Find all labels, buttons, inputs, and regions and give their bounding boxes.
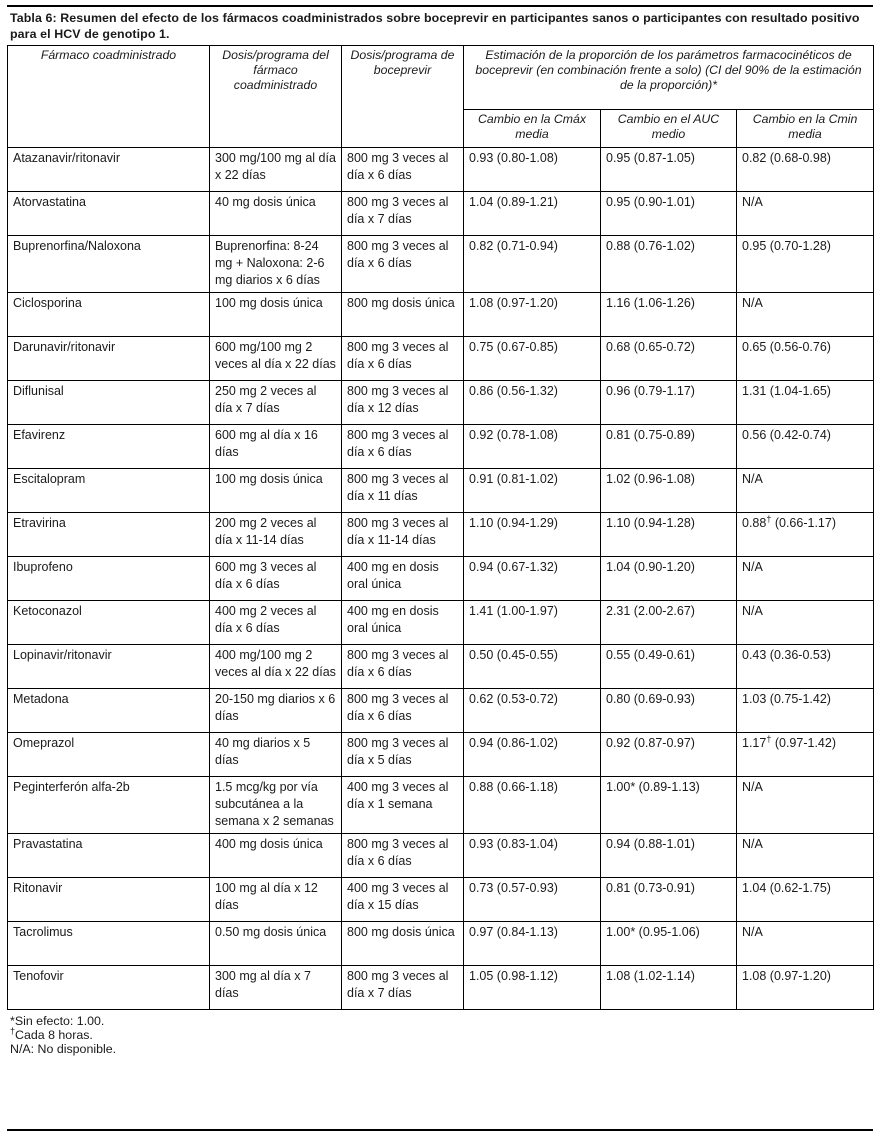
cmin-value: 0.88 xyxy=(742,516,767,530)
cell-boceprevir-dose: 800 mg dosis única xyxy=(342,293,464,337)
header-boceprevir-dose: Dosis/programa de boceprevir xyxy=(342,46,464,148)
cell-cmin: N/A xyxy=(737,469,874,513)
footnotes xyxy=(7,1010,873,1056)
cell-drug: Ritonavir xyxy=(8,878,210,922)
table-row xyxy=(8,966,874,1010)
cell-drug: Pravastatina xyxy=(8,834,210,878)
cell-cmin: 0.65 (0.56-0.76) xyxy=(737,337,874,381)
cell-cmin: N/A xyxy=(737,922,874,966)
cell-cmax: 1.04 (0.89-1.21) xyxy=(464,192,601,236)
cell-drug-dose: 200 mg 2 veces al día x 11-14 días xyxy=(210,513,342,557)
cell-cmin: N/A xyxy=(737,834,874,878)
interaction-table xyxy=(7,45,874,1010)
table-row xyxy=(8,922,874,966)
cell-boceprevir-dose: 400 mg 3 veces al día x 1 semana xyxy=(342,777,464,834)
table-row xyxy=(8,834,874,878)
cmin-value: 1.17 xyxy=(742,736,767,750)
cell-boceprevir-dose: 400 mg en dosis oral única xyxy=(342,557,464,601)
cell-drug-dose: 400 mg/100 mg 2 veces al día x 22 días xyxy=(210,645,342,689)
cell-cmin: 1.31 (1.04-1.65) xyxy=(737,381,874,425)
cell-boceprevir-dose: 800 mg 3 veces al día x 6 días xyxy=(342,236,464,293)
footnote-no-effect: *Sin efecto: 1.00. xyxy=(10,1014,105,1028)
cell-cmax: 0.82 (0.71-0.94) xyxy=(464,236,601,293)
cell-cmin: 0.56 (0.42-0.74) xyxy=(737,425,874,469)
cell-drug-dose: Buprenorfina: 8-24 mg + Naloxona: 2-6 mg diarios x 6 días xyxy=(210,236,342,293)
cell-auc: 1.16 (1.06-1.26) xyxy=(601,293,737,337)
cell-boceprevir-dose: 800 mg 3 veces al día x 6 días xyxy=(342,337,464,381)
table-row xyxy=(8,236,874,293)
header-estimate: Estimación de la proporción de los parámetros farmacocinéticos de boceprevir (en combinación frente a solo) (CI del 90% de la estimación de la proporción)* xyxy=(464,46,874,110)
cell-auc: 2.31 (2.00-2.67) xyxy=(601,601,737,645)
cell-cmax: 0.62 (0.53-0.72) xyxy=(464,689,601,733)
cell-drug: Diflunisal xyxy=(8,381,210,425)
cell-drug-dose: 300 mg al día x 7 días xyxy=(210,966,342,1010)
table-row xyxy=(8,733,874,777)
table-row xyxy=(8,878,874,922)
cell-drug-dose: 600 mg/100 mg 2 veces al día x 22 días xyxy=(210,337,342,381)
cell-drug-dose: 100 mg dosis única xyxy=(210,293,342,337)
cell-drug: Ibuprofeno xyxy=(8,557,210,601)
table-caption: Tabla 6: Resumen del efecto de los fármacos coadministrados sobre boceprevir en participantes sanos o participantes con resultado positivo para el HCV de genotipo 1. xyxy=(10,11,860,41)
table-row xyxy=(8,293,874,337)
cell-auc: 1.08 (1.02-1.14) xyxy=(601,966,737,1010)
table-row xyxy=(8,425,874,469)
cell-cmax: 0.50 (0.45-0.55) xyxy=(464,645,601,689)
header-row xyxy=(8,46,874,110)
cell-cmin: N/A xyxy=(737,293,874,337)
cell-auc: 0.55 (0.49-0.61) xyxy=(601,645,737,689)
cell-auc: 1.00* (0.95-1.06) xyxy=(601,922,737,966)
cell-cmax: 1.05 (0.98-1.12) xyxy=(464,966,601,1010)
cell-boceprevir-dose: 800 mg 3 veces al día x 7 días xyxy=(342,192,464,236)
header-auc: Cambio en el AUC medio xyxy=(601,110,737,148)
cell-cmax: 0.75 (0.67-0.85) xyxy=(464,337,601,381)
header-cmax: Cambio en la Cmáx media xyxy=(464,110,601,148)
cell-auc: 0.95 (0.90-1.01) xyxy=(601,192,737,236)
bottom-rule xyxy=(7,1129,873,1131)
cell-drug: Omeprazol xyxy=(8,733,210,777)
cell-cmax: 1.41 (1.00-1.97) xyxy=(464,601,601,645)
cell-drug-dose: 300 mg/100 mg al día x 22 días xyxy=(210,148,342,192)
cell-drug-dose: 20-150 mg diarios x 6 días xyxy=(210,689,342,733)
dagger-mark: † xyxy=(766,733,772,744)
table-row xyxy=(8,148,874,192)
dagger-mark: † xyxy=(10,1025,16,1036)
cell-cmin: N/A xyxy=(737,777,874,834)
footnote-na: N/A: No disponible. xyxy=(10,1042,117,1056)
cell-cmax: 0.91 (0.81-1.02) xyxy=(464,469,601,513)
cell-cmin: N/A xyxy=(737,557,874,601)
cell-cmax: 1.10 (0.94-1.29) xyxy=(464,513,601,557)
document-page xyxy=(7,5,873,1056)
cell-boceprevir-dose: 800 mg 3 veces al día x 6 días xyxy=(342,834,464,878)
cell-drug-dose: 100 mg dosis única xyxy=(210,469,342,513)
cell-cmin xyxy=(737,733,874,777)
header-drug-dose: Dosis/programa del fármaco coadministrado xyxy=(210,46,342,148)
table-row xyxy=(8,689,874,733)
cell-cmax: 1.08 (0.97-1.20) xyxy=(464,293,601,337)
table-row xyxy=(8,337,874,381)
cell-boceprevir-dose: 800 mg 3 veces al día x 7 días xyxy=(342,966,464,1010)
cell-drug: Ketoconazol xyxy=(8,601,210,645)
cell-drug: Peginterferón alfa-2b xyxy=(8,777,210,834)
cell-drug-dose: 1.5 mcg/kg por vía subcutánea a la semana x 2 semanas xyxy=(210,777,342,834)
cell-boceprevir-dose: 800 mg 3 veces al día x 11 días xyxy=(342,469,464,513)
cell-cmax: 0.92 (0.78-1.08) xyxy=(464,425,601,469)
cell-drug-dose: 40 mg diarios x 5 días xyxy=(210,733,342,777)
table-row xyxy=(8,381,874,425)
cell-cmax: 0.86 (0.56-1.32) xyxy=(464,381,601,425)
table-row xyxy=(8,469,874,513)
cell-drug: Efavirenz xyxy=(8,425,210,469)
cell-drug-dose: 400 mg 2 veces al día x 6 días xyxy=(210,601,342,645)
cell-cmax: 0.93 (0.83-1.04) xyxy=(464,834,601,878)
cell-auc: 0.88 (0.76-1.02) xyxy=(601,236,737,293)
cell-auc: 1.02 (0.96-1.08) xyxy=(601,469,737,513)
table-row xyxy=(8,557,874,601)
cell-boceprevir-dose: 800 mg 3 veces al día x 6 días xyxy=(342,645,464,689)
cell-drug: Etravirina xyxy=(8,513,210,557)
footnote-dagger-text: Cada 8 horas. xyxy=(15,1028,93,1042)
cell-auc: 1.00* (0.89-1.13) xyxy=(601,777,737,834)
cell-auc: 0.68 (0.65-0.72) xyxy=(601,337,737,381)
cell-drug-dose: 600 mg al día x 16 días xyxy=(210,425,342,469)
cell-drug: Tacrolimus xyxy=(8,922,210,966)
cell-cmin: 1.03 (0.75-1.42) xyxy=(737,689,874,733)
table-row xyxy=(8,513,874,557)
cell-boceprevir-dose: 800 mg 3 veces al día x 6 días xyxy=(342,689,464,733)
cell-drug-dose: 600 mg 3 veces al día x 6 días xyxy=(210,557,342,601)
table-row xyxy=(8,777,874,834)
cell-cmin: 1.08 (0.97-1.20) xyxy=(737,966,874,1010)
cell-cmax: 0.94 (0.67-1.32) xyxy=(464,557,601,601)
cell-boceprevir-dose: 800 mg 3 veces al día x 6 días xyxy=(342,425,464,469)
table-row xyxy=(8,601,874,645)
cmin-ci: (0.66-1.17) xyxy=(771,516,836,530)
cell-auc: 0.80 (0.69-0.93) xyxy=(601,689,737,733)
table-row xyxy=(8,645,874,689)
cell-drug: Darunavir/ritonavir xyxy=(8,337,210,381)
cell-drug: Escitalopram xyxy=(8,469,210,513)
cell-cmin: 1.04 (0.62-1.75) xyxy=(737,878,874,922)
cell-drug-dose: 40 mg dosis única xyxy=(210,192,342,236)
cell-auc: 0.81 (0.73-0.91) xyxy=(601,878,737,922)
cell-boceprevir-dose: 800 mg 3 veces al día x 6 días xyxy=(342,148,464,192)
cell-drug-dose: 100 mg al día x 12 días xyxy=(210,878,342,922)
cell-auc: 1.10 (0.94-1.28) xyxy=(601,513,737,557)
cell-boceprevir-dose: 800 mg 3 veces al día x 11-14 días xyxy=(342,513,464,557)
cmin-ci: (0.97-1.42) xyxy=(771,736,836,750)
dagger-mark: † xyxy=(766,513,772,524)
cell-cmin: N/A xyxy=(737,192,874,236)
table-row xyxy=(8,192,874,236)
header-cmin: Cambio en la Cmin media xyxy=(737,110,874,148)
cell-boceprevir-dose: 800 mg 3 veces al día x 5 días xyxy=(342,733,464,777)
cell-auc: 0.81 (0.75-0.89) xyxy=(601,425,737,469)
cell-cmin: 0.95 (0.70-1.28) xyxy=(737,236,874,293)
header-drug: Fármaco coadministrado xyxy=(8,46,210,148)
cell-cmax: 0.88 (0.66-1.18) xyxy=(464,777,601,834)
cell-cmax: 0.93 (0.80-1.08) xyxy=(464,148,601,192)
cell-drug-dose: 400 mg dosis única xyxy=(210,834,342,878)
cell-drug: Tenofovir xyxy=(8,966,210,1010)
cell-drug-dose: 250 mg 2 veces al día x 7 días xyxy=(210,381,342,425)
cell-boceprevir-dose: 400 mg 3 veces al día x 15 días xyxy=(342,878,464,922)
cell-drug: Ciclosporina xyxy=(8,293,210,337)
cell-drug-dose: 0.50 mg dosis única xyxy=(210,922,342,966)
cell-cmin xyxy=(737,513,874,557)
cell-boceprevir-dose: 800 mg 3 veces al día x 12 días xyxy=(342,381,464,425)
cell-drug: Buprenorfina/Naloxona xyxy=(8,236,210,293)
cell-auc: 0.96 (0.79-1.17) xyxy=(601,381,737,425)
footnote-dagger xyxy=(10,1025,871,1042)
cell-auc: 1.04 (0.90-1.20) xyxy=(601,557,737,601)
cell-cmax: 0.97 (0.84-1.13) xyxy=(464,922,601,966)
cell-drug: Metadona xyxy=(8,689,210,733)
cell-auc: 0.94 (0.88-1.01) xyxy=(601,834,737,878)
cell-cmin: 0.43 (0.36-0.53) xyxy=(737,645,874,689)
cell-cmin: N/A xyxy=(737,601,874,645)
cell-auc: 0.95 (0.87-1.05) xyxy=(601,148,737,192)
cell-cmin: 0.82 (0.68-0.98) xyxy=(737,148,874,192)
cell-drug: Atorvastatina xyxy=(8,192,210,236)
cell-cmax: 0.94 (0.86-1.02) xyxy=(464,733,601,777)
cell-boceprevir-dose: 400 mg en dosis oral única xyxy=(342,601,464,645)
table-body xyxy=(8,148,874,1010)
cell-cmax: 0.73 (0.57-0.93) xyxy=(464,878,601,922)
cell-drug: Atazanavir/ritonavir xyxy=(8,148,210,192)
cell-boceprevir-dose: 800 mg dosis única xyxy=(342,922,464,966)
cell-drug: Lopinavir/ritonavir xyxy=(8,645,210,689)
cell-auc: 0.92 (0.87-0.97) xyxy=(601,733,737,777)
